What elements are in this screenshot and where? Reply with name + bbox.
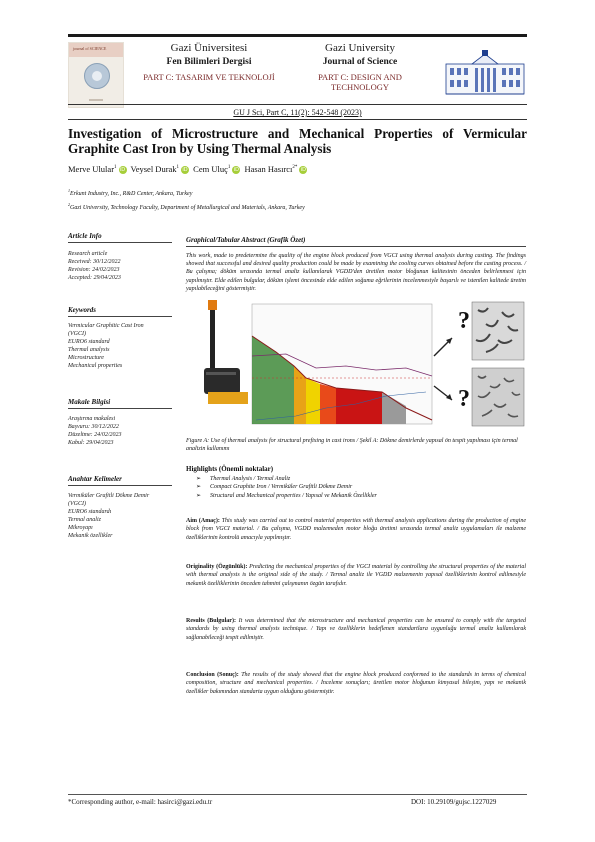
results-paragraph xyxy=(186,617,526,642)
affiliation-mark: 2 xyxy=(68,202,70,207)
highlight-text: Thermal Analysis / Termal Analiz xyxy=(210,476,291,482)
article-info-title: Article Info xyxy=(68,232,102,240)
highlights-list xyxy=(196,475,526,500)
author-list xyxy=(68,164,527,174)
header-divider xyxy=(68,104,527,105)
author-name: Hasan Hasırcı xyxy=(244,164,293,174)
highlights-title: Highlights (Önemli noktalar) xyxy=(186,465,274,473)
journal-name-tr: Fen Bilimleri Dergisi xyxy=(166,57,252,67)
author-affiliation-mark: 2* xyxy=(292,165,298,171)
paragraph-text: It was determined that the microstructure and mechanical properties can be ensured to comply with the targeted standards by using thermal analysis technique. / Yapı ve özelliklerin hedeflenen standartlara uygunluğu termal analiz kullanılarak sağlanabileceği tespit edilmiştir. xyxy=(186,618,527,641)
paragraph-text: Predicting the mechanical properties of the VGCI material by controlling the structural properties of the material with thermal analysis is the original side of the study. / Termal analiz ile VGDD malzemenin yapısal özelliklerinin kontrol edilmesiyle mekanik özelliklerinin önceden tahmini çalışmanın özgün tarafıdır. xyxy=(186,564,527,587)
keyword-item: Mechanical properties xyxy=(68,363,123,369)
sidebar-divider xyxy=(68,316,172,317)
paper-title: Investigation of Microstructure and Mechanical Properties of Vermicular Graphite Cast Iron by Using Thermal Analysis xyxy=(68,126,527,156)
corresponding-author-note: *Corresponding author, e-mail: hasirci@gazi.edu.tr xyxy=(68,798,213,806)
doi-link[interactable]: DOI: 10.29109/gujsc.1227029 xyxy=(411,798,497,806)
question-mark-icon: ? xyxy=(458,308,470,334)
university-name-tr: Gazi Üniversitesi xyxy=(170,42,248,54)
article-info-list xyxy=(68,250,172,282)
keyword-item: Microstructure xyxy=(68,355,104,361)
author-name: Veysel Durak xyxy=(130,164,177,174)
paragraph-text: This study was carried out to control material properties with thermal analysis applications during the production of engine block from VGCI material. / Bu çalışma, VGDD malzemeden motor bloğu üretimi sırasında termal analiz uygulamaları ile malzeme özelliklerinin kontrolü amacıyla yapılmıştır. xyxy=(186,518,526,541)
orcid-icon[interactable]: iD xyxy=(233,167,239,174)
author-affiliation-mark: 1 xyxy=(176,165,180,171)
anahtar-kelimeler-title: Anahtar Kelimeler xyxy=(68,475,122,483)
figure-caption: Figure A: Use of thermal analysis for structural prefixing in cast irons / Şekil A: Dökme demirlerde yapısal ön tespit yapılması için termal analizin kullanımı xyxy=(186,438,518,452)
affiliation-mark: 1 xyxy=(68,188,70,193)
citation-divider xyxy=(68,119,527,120)
kabul-date: Kabul: 29/04/2023 xyxy=(68,440,114,446)
arrow-bullet-icon: ➢ xyxy=(196,492,202,499)
header-turkish xyxy=(142,42,276,82)
affiliation-text: Erkunt Industry, Inc., R&D Center, Ankara, Turkey xyxy=(70,191,193,197)
arrow-bullet-icon: ➢ xyxy=(196,476,202,482)
keywords-title: Keywords xyxy=(68,306,96,314)
revision-date: Revision: 24/02/2023 xyxy=(68,267,120,273)
question-mark-icon: ? xyxy=(458,386,470,412)
sidebar-divider xyxy=(68,242,172,243)
thermal-analysis-device-icon xyxy=(204,300,248,404)
paragraph-label: Conclusion (Sonuç): xyxy=(186,672,239,678)
anahtar-list xyxy=(68,492,164,540)
originality-paragraph xyxy=(186,563,526,588)
received-date: Received: 30/12/2022 xyxy=(68,259,121,265)
paragraph-label: Aim (Amaç): xyxy=(186,518,220,524)
paragraph-text: The results of the study showed that the engine block produced conformed to the standards in terms of chemical composition, structure and mechanical properties. / İnceleme sonuçları; üretilen motor bloğunun kimyasal bileşim, yapı ve mekanik özellikler bakımından standarta uygun olduğunu göstermiştir. xyxy=(186,672,526,695)
conclusion-paragraph xyxy=(186,671,526,696)
main-divider xyxy=(186,246,526,247)
keywords-list xyxy=(68,322,162,370)
orcid-icon[interactable]: iD xyxy=(300,167,307,174)
paragraph-label: Results (Bulgular): xyxy=(186,618,236,624)
article-type: Research article xyxy=(68,251,108,257)
sidebar-divider xyxy=(68,485,172,486)
orcid-icon[interactable]: iD xyxy=(119,167,126,174)
cooling-curve-plot xyxy=(252,304,432,424)
header-top-rule xyxy=(68,34,527,37)
graphical-abstract-figure xyxy=(186,296,526,432)
citation-line: GU J Sci, Part C, 11(2): 542-548 (2023) xyxy=(233,108,362,117)
highlight-text: Compact Graphite Iron / Vermiküler Grafitli Dökme Demir xyxy=(210,484,353,491)
highlight-item xyxy=(196,483,526,491)
orcid-icon[interactable]: iD xyxy=(182,167,188,174)
affiliation-1 xyxy=(68,188,527,197)
anahtar-item: Mekanik özellikler xyxy=(68,533,113,539)
university-building-icon xyxy=(444,50,526,96)
university-name-en: Gazi University xyxy=(325,42,395,54)
accepted-date: Accepted: 29/04/2023 xyxy=(68,275,121,281)
author-name: Merve Ulular xyxy=(68,164,115,174)
anahtar-item: Vermiküler Grafitli Dökme Demir (VGCI) xyxy=(68,493,150,507)
aim-paragraph xyxy=(186,517,526,542)
author-affiliation-mark: 1 xyxy=(114,165,117,171)
makale-bilgisi-list xyxy=(68,415,172,447)
author-name: Cem Uluç xyxy=(193,164,228,174)
author-affiliation-mark: 1 xyxy=(227,165,231,171)
makale-type: Araştırma makalesi xyxy=(68,416,116,422)
journal-name-en: Journal of Science xyxy=(322,57,398,67)
keyword-item: EURO6 standard xyxy=(68,339,110,345)
part-name-en: PART C: DESIGN AND TECHNOLOGY xyxy=(318,72,402,92)
anahtar-item: EURO6 standardı xyxy=(68,509,112,515)
gazi-seal-icon xyxy=(84,63,110,89)
basvuru-date: Başvuru: 30/12/2022 xyxy=(68,424,119,430)
anahtar-item: Mikroyapı xyxy=(68,525,93,531)
duzeltme-date: Düzeltme: 24/02/2023 xyxy=(68,432,122,438)
arrow-bullet-icon: ➢ xyxy=(196,484,202,491)
highlight-text: Structural and Mechanical properties / Yapısal ve Mekanik Özellikler xyxy=(210,492,377,499)
micrograph-vermicular-image xyxy=(472,302,524,360)
logo-foot-mark xyxy=(89,99,103,101)
footer-divider xyxy=(68,794,527,795)
journal-logo xyxy=(68,42,124,108)
header-english xyxy=(300,42,420,92)
keyword-item: Vermicular Graphitic Cast Iron (VGCI) xyxy=(68,323,144,337)
anahtar-item: Termal analiz xyxy=(68,517,101,523)
graphical-abstract-title: Graphical/Tabular Abstract (Grafik Özet) xyxy=(186,236,306,244)
part-name-tr: PART C: TASARIM VE TEKNOLOJİ xyxy=(143,72,275,82)
keyword-item: Thermal analysis xyxy=(68,347,110,353)
graphical-abstract-text: This work, made to predetermine the quality of the engine block produced from VGCI using thermal analysis during casting. The findings showed that successful and desired quality production could be made by examining the cooling curves obtained before the casting process. / Bu çalışma; döküm sırasında termal analiz kullanılarak VGDD'den üretilen motor bloğunun kalitesinin önceden belirlenmesi için yapılmıştır. Elde edilen bulgular, döküm işlemi öncesinde elde edilen soğuma eğrilerinin incelenmesiyle başarılı ve istenilen kalitede üretim yapılabileceğini göstermiştir. xyxy=(186,253,526,292)
affiliation-text: Gazi University, Technology Faculty, Department of Metallurgical and Materials, Ankara, Turkey xyxy=(70,205,305,211)
highlight-item xyxy=(196,492,526,500)
highlight-item xyxy=(196,475,526,483)
micrograph-compact-image xyxy=(472,368,524,426)
sidebar-divider xyxy=(68,408,172,409)
logo-band-text: journal of SCIENCE xyxy=(73,46,107,51)
paragraph-label: Originality (Özgünlük): xyxy=(186,564,248,570)
makale-bilgisi-title: Makale Bilgisi xyxy=(68,398,111,406)
affiliation-2 xyxy=(68,202,527,211)
